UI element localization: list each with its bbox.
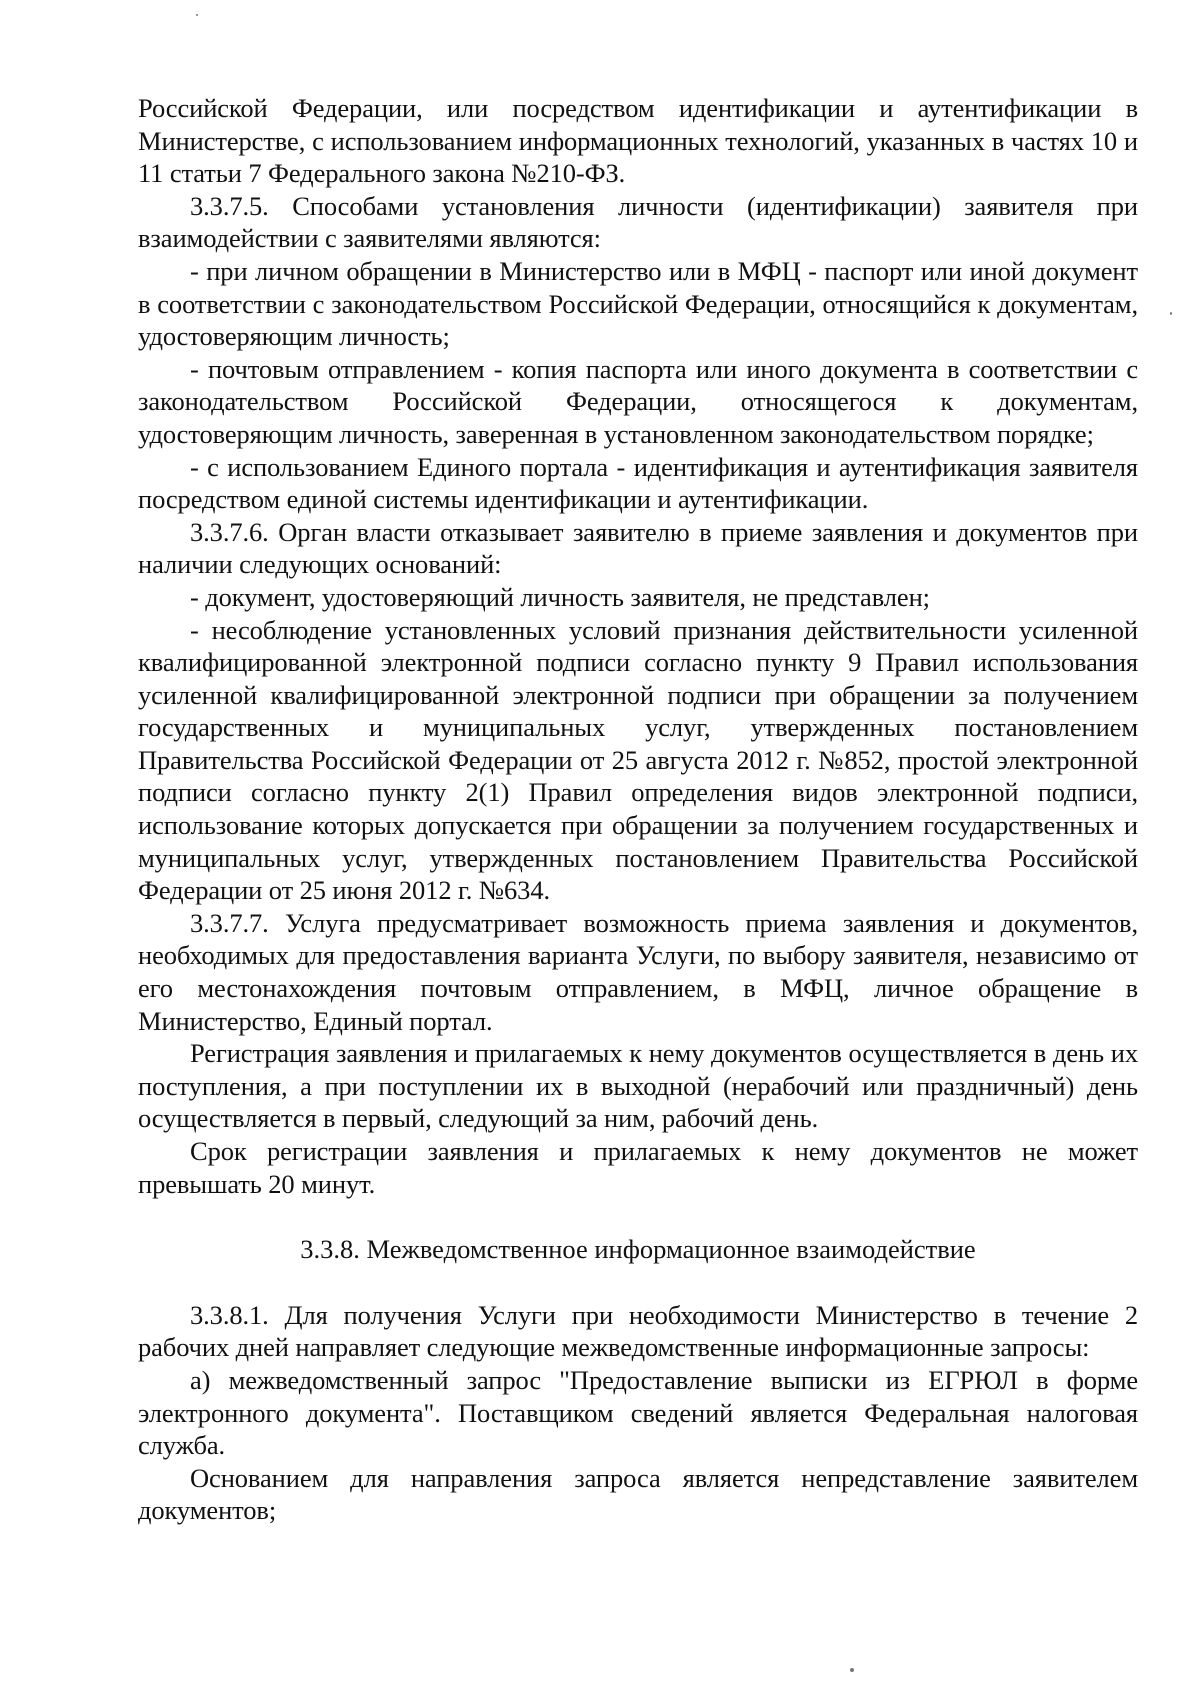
scan-speck [196,14,198,16]
list-item-personal-visit: - при личном обращении в Министерство или в МФЦ - паспорт или иной документ в соответствии с законодательством Российской Федерации, относящийся к документам, удостоверяющим личность; [138,255,1138,352]
document-body [138,92,1138,1527]
section-heading: 3.3.8. Межведомственное информационное взаимодействие [300,1234,976,1265]
paragraph-3-3-7-6: 3.3.7.6. Орган власти отказывает заявителю в приеме заявления и документов при наличии следующих оснований: [138,516,1138,580]
list-item-signature-conditions: - несоблюдение установленных условий признания действительности усиленной квалифицированной электронной подписи согласно пункту 9 Правил использования усиленной квалифицированной электронной подписи при обращении за получением государственных и муниципальных услуг, утвержденных постановлением Правительства Российской Федерации от 25 августа 2012 г. №852, простой электронной подписи согласно пункту 2(1) Правил определения видов электронной подписи, использование которых допускается при обращении за получением государственных и муниципальных услуг, утвержденных постановлением Правительства Российской Федерации от 25 июня 2012 г. №634. [138,614,1138,906]
scan-speck [1170,312,1172,315]
paragraph-request-basis: Основанием для направления запроса является непредставление заявителем документов; [138,1462,1138,1526]
paragraph-3-3-7-7: 3.3.7.7. Услуга предусматривает возможность приема заявления и документов, необходимых для предоставления варианта Услуги, по выбору заявителя, независимо от его местонахождения почтовым отправлением, в МФЦ, личное обращение в Министерство, Единый портал. [138,907,1138,1036]
spacer [138,1200,1138,1233]
list-item-egrul-request: а) межведомственный запрос "Предоставление выписки из ЕГРЮЛ в форме электронного документа". Поставщиком сведений является Федеральная налоговая служба. [138,1364,1138,1461]
paragraph-3-3-7-5: 3.3.7.5. Способами установления личности (идентификации) заявителя при взаимодействии с заявителями являются: [138,190,1138,254]
spacer [138,1266,1138,1299]
list-item-no-document: - документ, удостоверяющий личность заявителя, не представлен; [190,581,930,612]
paragraph-3-3-8-1: 3.3.8.1. Для получения Услуги при необходимости Министерство в течение 2 рабочих дней направляет следующие межведомственные информационные запросы: [138,1299,1138,1363]
list-item-postal: - почтовым отправлением - копия паспорта или иного документа в соответствии с законодательством Российской Федерации, относящегося к документам, удостоверяющим личность, заверенная в установленном законодательством порядке; [138,353,1138,449]
list-item-unified-portal: - с использованием Единого портала - идентификация и аутентификация заявителя посредством единой системы идентификации и аутентификации. [138,451,1138,515]
paragraph-registration: Регистрация заявления и прилагаемых к нему документов осуществляется в день их поступления, а при поступлении их в выходной (нерабочий или праздничный) день осуществляется в первый, следующий за ним, рабочий день. [138,1038,1138,1134]
paragraph-registration-term: Срок регистрации заявления и прилагаемых к нему документов не может превышать 20 минут. [138,1136,1138,1199]
paragraph-continuation: Российской Федерации, или посредством идентификации и аутентификации в Министерстве, с использованием информационных технологий, указанных в частях 10 и 11 статьи 7 Федерального закона №210-ФЗ. [138,93,1138,189]
scan-speck [850,1668,854,1672]
